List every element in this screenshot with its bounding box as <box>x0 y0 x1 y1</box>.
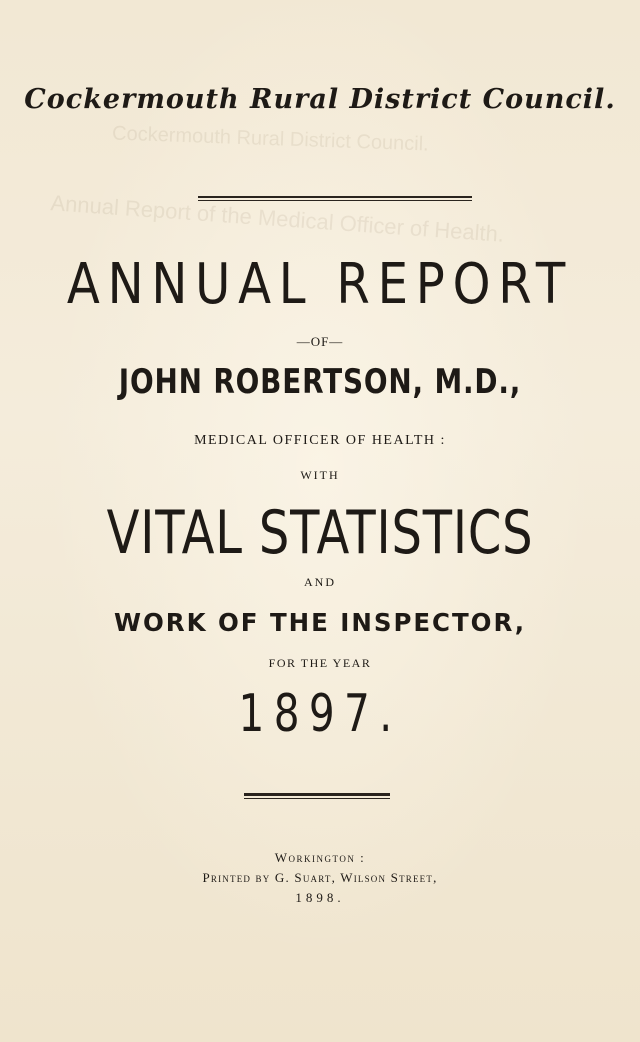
report-year: 1897. <box>238 684 402 744</box>
bottom-rule-thin <box>244 798 390 799</box>
top-rule-thin <box>198 200 472 201</box>
author-role: MEDICAL OFFICER OF HEALTH : <box>194 433 446 448</box>
with-word: WITH <box>300 468 340 482</box>
for-the-year-label: FOR THE YEAR <box>268 656 372 670</box>
work-title: WORK OF THE INSPECTOR, <box>113 608 527 637</box>
subject-title: VITAL STATISTICS <box>106 498 534 568</box>
imprint-printer: Printed by G. Suart, Wilson Street, <box>202 870 438 885</box>
imprint-year: 1898. <box>295 890 345 905</box>
report-title: ANNUAL REPORT <box>66 252 574 317</box>
and-word: AND <box>304 575 336 589</box>
of-separator: —OF— <box>296 334 344 349</box>
council-name: Cockermouth Rural District Council. <box>24 84 616 115</box>
bottom-rule <box>244 793 390 796</box>
imprint-place: Workington : <box>274 850 366 865</box>
show-through-text: Annual Report of the Medical Officer of Health. <box>49 190 505 247</box>
top-rule <box>198 196 472 198</box>
show-through-text: Cockermouth Rural District Council. <box>111 122 430 156</box>
author-name: JOHN ROBERTSON, M.D., <box>118 362 522 402</box>
